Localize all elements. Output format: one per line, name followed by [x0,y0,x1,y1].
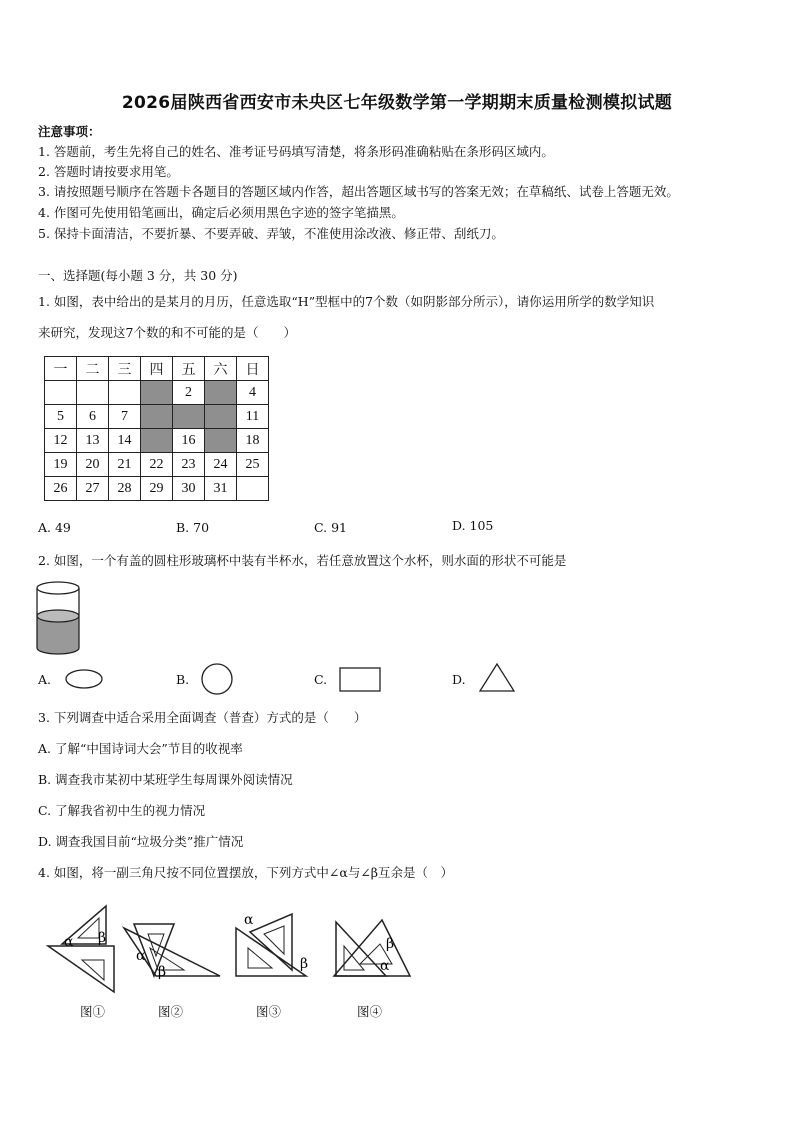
beta-label: β [158,964,167,980]
question-2-text: 2. 如图，一个有盖的圆柱形玻璃杯中装有半杯水，若任意放置这个水杯，则水面的形状不可能是 [38,553,567,568]
notice-item: 3. 请按照题号顺序在答题卡各题目的答题区域内作答，超出答题区域书写的答案无效；在草稿纸、试卷上答题无效。 [38,184,679,199]
q1-option-d[interactable]: D. 105 [452,518,494,533]
page-title: 2026届陕西省西安市未央区七年级数学第一学期期末质量检测模拟试题 [121,93,673,113]
calendar-row [45,429,269,453]
circle-icon[interactable] [200,663,234,695]
calendar-cell: 31 [205,477,237,501]
calendar-cell: 4 [237,381,269,405]
calendar-cell [45,381,77,405]
calendar-cell: 12 [45,429,77,453]
calendar-cell: 28 [109,477,141,501]
alpha-label: α [244,912,254,928]
calendar-cell-shaded [173,405,205,429]
q2-option-a-label[interactable]: A. [38,672,52,687]
calendar-header-cell: 二 [77,357,109,381]
calendar-cell: 2 [173,381,205,405]
calendar-cell: 19 [45,453,77,477]
calendar-row [45,453,269,477]
calendar-cell: 6 [77,405,109,429]
calendar-cell: 14 [109,429,141,453]
q3-option-a[interactable]: A. 了解“中国诗词大会”节目的收视率 [38,741,243,756]
notice-heading: 注意事项： [38,124,101,139]
calendar-header-cell: 五 [173,357,205,381]
q2-option-d-label[interactable]: D. [452,672,466,687]
figure-4-label: 图④ [357,1004,383,1019]
calendar-cell: 29 [141,477,173,501]
figure-3-label: 图③ [256,1004,282,1019]
rectangle-icon[interactable] [339,667,383,693]
calendar-cell-shaded [141,429,173,453]
alpha-label: α [64,934,74,950]
beta-label: β [300,956,309,972]
calendar-row [45,405,269,429]
calendar-cell: 23 [173,453,205,477]
calendar-header-cell: 三 [109,357,141,381]
calendar-cell: 7 [109,405,141,429]
glass-cup-figure [34,578,82,658]
calendar-cell [237,477,269,501]
alpha-label: α [136,948,146,964]
figure-2-label: 图② [158,1004,184,1019]
calendar-cell-shaded [205,429,237,453]
calendar-row [45,381,269,405]
beta-label: β [386,936,395,952]
figure-1-label: 图① [80,1004,106,1019]
q2-option-c-label[interactable]: C. [314,672,328,687]
section-heading: 一、选择题(每小题 3 分，共 30 分) [38,268,238,283]
triangle-rulers-figure-1 [44,900,124,995]
calendar-cell [109,381,141,405]
calendar-row [45,477,269,501]
calendar-cell: 30 [173,477,205,501]
calendar-cell: 21 [109,453,141,477]
calendar-table [44,356,269,501]
triangle-icon[interactable] [478,662,518,694]
calendar-cell: 16 [173,429,205,453]
triangle-rulers-figure-4 [330,912,414,982]
calendar-header-cell: 日 [237,357,269,381]
calendar-cell: 26 [45,477,77,501]
calendar-cell [77,381,109,405]
q3-option-c[interactable]: C. 了解我省初中生的视力情况 [38,803,206,818]
calendar-cell: 24 [205,453,237,477]
notice-item: 4. 作图可先使用铅笔画出，确定后必须用黑色字迹的签字笔描黑。 [38,205,404,220]
calendar-cell-shaded [141,381,173,405]
calendar-cell: 27 [77,477,109,501]
q3-option-d[interactable]: D. 调查我国目前“垃圾分类”推广情况 [38,834,244,849]
calendar-cell: 25 [237,453,269,477]
q1-option-b[interactable]: B. 70 [176,520,210,535]
alpha-label: α [380,958,390,974]
calendar-cell: 13 [77,429,109,453]
notice-item: 5. 保持卡面清洁，不要折暴、不要弄破、弄皱，不准使用涂改液、修正带、刮纸刀。 [38,226,504,241]
calendar-header-cell: 四 [141,357,173,381]
calendar-cell: 5 [45,405,77,429]
calendar-cell-shaded [205,405,237,429]
q1-option-a[interactable]: A. 49 [38,520,71,535]
question-4-text: 4. 如图，将一副三角尺按不同位置摆放，下列方式中∠α与∠β互余是（ ） [38,865,454,880]
calendar-cell: 22 [141,453,173,477]
calendar-cell: 11 [237,405,269,429]
calendar-header-cell: 一 [45,357,77,381]
beta-label: β [98,930,107,946]
calendar-cell: 20 [77,453,109,477]
q1-option-c[interactable]: C. 91 [314,520,347,535]
question-1-text-cont: 来研究，发现这7个数的和不可能的是（ ） [38,325,296,340]
triangle-rulers-figure-2 [120,918,224,983]
question-3-text: 3. 下列调查中适合采用全面调查（普查）方式的是（ ） [38,710,367,725]
q2-option-b-label[interactable]: B. [176,672,190,687]
notice-item: 2. 答题时请按要求用笔。 [38,164,179,179]
question-1-text: 1. 如图，表中给出的是某月的月历，任意选取“H”型框中的7个数（如阴影部分所示），请你运用所学的数学知识 [38,294,655,309]
triangle-rulers-figure-3 [232,910,322,985]
calendar-cell-shaded [205,381,237,405]
calendar-cell-shaded [141,405,173,429]
notice-item: 1. 答题前，考生先将自己的姓名、准考证号码填写清楚，将条形码准确粘贴在条形码区域内。 [38,144,554,159]
q3-option-b[interactable]: B. 调查我市某初中某班学生每周课外阅读情况 [38,772,293,787]
calendar-header-row [45,357,269,381]
ellipse-icon[interactable] [64,668,104,690]
calendar-header-cell: 六 [205,357,237,381]
calendar-cell: 18 [237,429,269,453]
